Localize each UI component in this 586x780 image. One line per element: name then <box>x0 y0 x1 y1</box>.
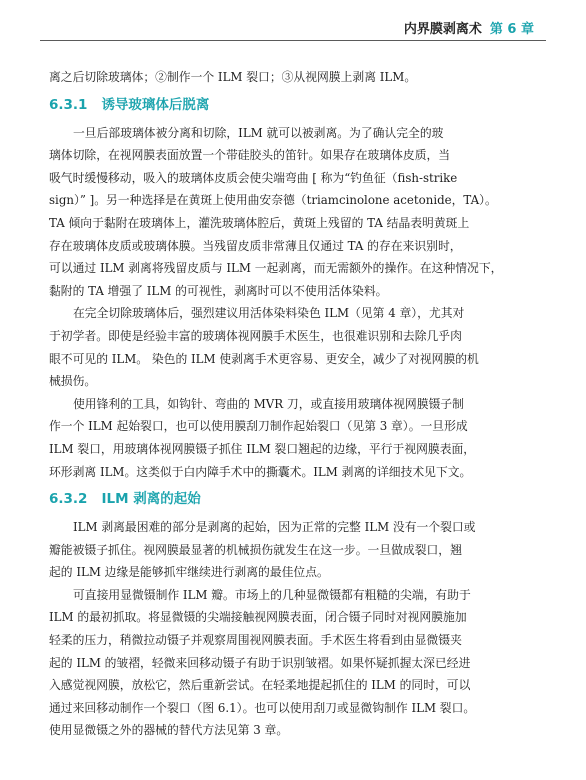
text-line: ILM 的最初抓取。将显微镊的尖端接触视网膜表面，闭合镊子同时对视网膜施加 <box>49 610 467 625</box>
text-line: 眼不可见的 ILM。 染色的 ILM 使剥离手术更容易、更安全，减少了对视网膜的机 <box>49 351 479 366</box>
text-line: 作一个 ILM 起始裂口，也可以使用膜刮刀制作起始裂口（见第 3 章）。一旦形成 <box>49 419 468 434</box>
section-heading-6-3-1 <box>49 94 536 116</box>
page-body <box>49 66 536 742</box>
header-rule <box>40 40 546 41</box>
text-line: 通过来回移动制作一个裂口（图 6.1）。也可以使用刮刀或显微钩制作 ILM 裂口。 <box>49 700 476 715</box>
text-line: 使用锋利的工具，如钩针、弯曲的 MVR 刀，或直接用玻璃体视网膜镊子制 <box>73 396 464 411</box>
text-line: TA 倾向于黏附在玻璃体上，灌洗玻璃体腔后，黄斑上残留的 TA 结晶表明黄斑上 <box>49 215 470 230</box>
text-line: sign）” ]。另一种选择是在黄斑上使用曲安奈德（triamcinolone acetonide，TA）。 <box>49 193 497 208</box>
text-line: 吸气时缓慢移动，吸入的玻璃体皮质会使尖端弯曲 [ 称为“钓鱼征（fish-strike <box>49 170 458 185</box>
section-title: 诱导玻璃体后脱离 <box>101 96 210 113</box>
text-line: 可以通过 ILM 剥离将残留皮质与 ILM 一起剥离，而无需额外的操作。在这种情况下， <box>49 261 503 276</box>
section-title: ILM 剥离的起始 <box>101 491 201 508</box>
paragraph <box>49 393 536 483</box>
text-line: 于初学者。即使是经验丰富的玻璃体视网膜手术医生，也很难识别和去除几乎肉 <box>49 328 462 343</box>
text-line: 可直接用显微镊制作 ILM 瓣。市场上的几种显微镊都有粗糙的尖端，有助于 <box>73 587 471 602</box>
paragraph <box>49 302 536 392</box>
text-line: 起的 ILM 边缘是能够抓牢继续进行剥离的最佳位点。 <box>49 565 329 580</box>
section-number: 6.3.2 <box>49 491 88 508</box>
section-heading-6-3-2 <box>49 488 536 510</box>
text-line: ILM 剥离最困难的部分是剥离的起始，因为正常的完整 ILM 没有一个裂口或 <box>73 520 476 535</box>
text-line: 环形剥离 ILM。这类似于白内障手术中的撕囊术。ILM 剥离的详细技术见下文。 <box>49 464 472 479</box>
section-number: 6.3.1 <box>49 96 88 113</box>
paragraph <box>49 584 536 742</box>
text-line: 轻柔的压力，稍微拉动镊子并观察周围视网膜表面。手术医生将看到由显微镊夹 <box>49 633 462 648</box>
section-body-6-3-1 <box>49 122 536 484</box>
paragraph <box>49 122 536 303</box>
text-line: 一旦后部玻璃体被分离和切除，ILM 就可以被剥离。为了确认完全的玻 <box>73 125 444 140</box>
intro-paragraph <box>49 66 536 89</box>
paragraph <box>49 516 536 584</box>
text-line: 械损伤。 <box>49 374 97 389</box>
text-line: 起的 ILM 的皱褶，轻微来回移动镊子有助于识别皱褶。如果怀疑抓握太深已经进 <box>49 655 471 670</box>
text-line: ILM 裂口，用玻璃体视网膜镊子抓住 ILM 裂口翘起的边缘，平行于视网膜表面， <box>49 441 476 456</box>
text-line: 在完全切除玻璃体后，强烈建议用活体染料染色 ILM（见第 4 章），尤其对 <box>73 306 465 321</box>
running-header-text <box>404 22 534 38</box>
text-line: 离之后切除玻璃体；②制作一个 ILM 裂口；③从视网膜上剥离 ILM。 <box>49 70 417 84</box>
header-title: 内界膜剥离术 <box>403 22 482 37</box>
running-header <box>0 0 586 42</box>
text-line: 使用显微镊之外的器械的替代方法见第 3 章。 <box>49 723 289 738</box>
text-line: 入感觉视网膜，放松它，然后重新尝试。在轻柔地提起抓住的 ILM 的同时，可以 <box>49 678 471 693</box>
text-line: 黏附的 TA 增强了 ILM 的可视性，剥离时可以不使用活体染料。 <box>49 283 388 298</box>
section-body-6-3-2 <box>49 516 536 742</box>
text-line: 存在玻璃体皮质或玻璃体膜。当残留皮质非常薄且仅通过 TA 的存在来识别时， <box>49 238 462 253</box>
header-chapter: 第 6 章 <box>489 22 534 37</box>
text-line: 璃体切除，在视网膜表面放置一个带硅胶头的笛针。如果存在玻璃体皮质，当 <box>49 148 451 163</box>
text-line: 瓣能被镊子抓住。视网膜最显著的机械损伤就发生在这一步。一旦做成裂口，翘 <box>49 542 462 557</box>
